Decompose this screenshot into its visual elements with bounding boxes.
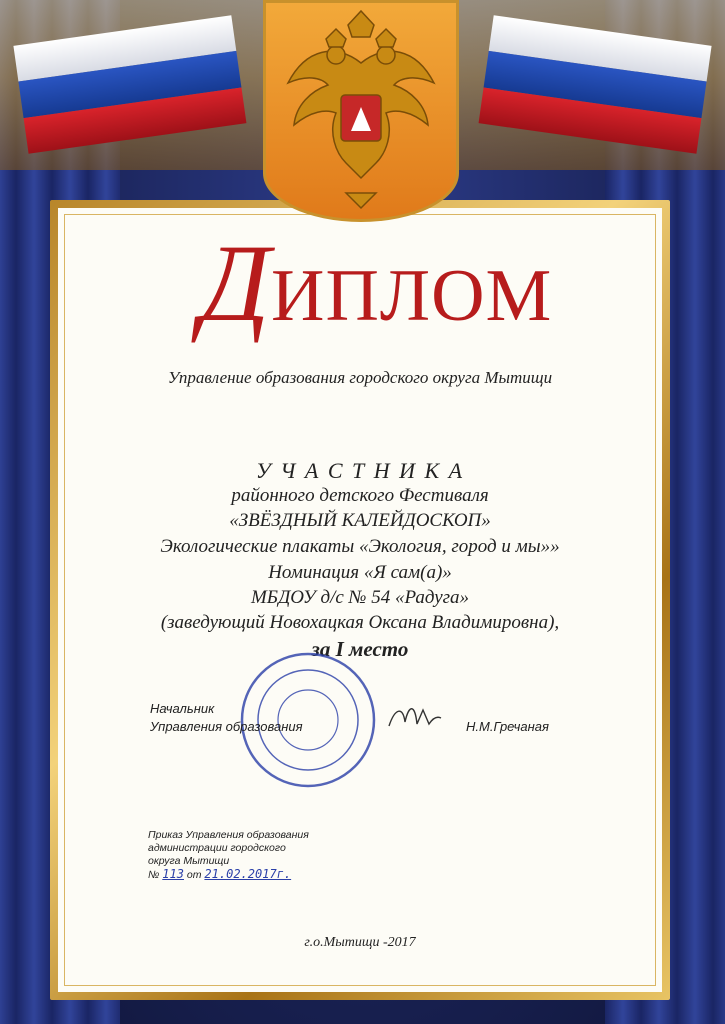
order-date-prefix: от [186, 869, 202, 881]
order-line-1: Приказ Управления образования [148, 829, 309, 841]
order-number: 113 [162, 867, 184, 881]
order-line-3: округа Мытищи [148, 855, 230, 867]
institution-line: МБДОУ д/с № 54 «Радуга» [250, 587, 470, 608]
handwritten-signature [385, 700, 445, 736]
signatory-position [150, 700, 303, 736]
issuer-text: Управление образования городского округа Мытищи [167, 368, 553, 387]
title-rest: ИПЛОМ [271, 255, 553, 337]
nomination-line: Номинация «Я сам(а)» [268, 562, 452, 583]
order-number-prefix: № [148, 869, 160, 881]
diploma-title [200, 220, 553, 344]
order-date: 21.02.2017г. [204, 867, 292, 881]
place-line: за I место [311, 637, 409, 661]
double-headed-eagle-icon [266, 3, 456, 219]
coat-of-arms-emblem [263, 0, 459, 222]
festival-line: районного детского Фестиваля [231, 485, 489, 506]
footer-place-year: г.о.Мытищи -2017 [304, 935, 416, 950]
position-line-1: Начальник [150, 701, 215, 716]
order-reference [148, 829, 309, 882]
award-category: У Ч А С Т Н И К А [255, 458, 465, 483]
festival-name: «ЗВЁЗДНЫЙ КАЛЕЙДОСКОП» [229, 510, 491, 531]
signatory-name: Н.М.Гречаная [466, 719, 549, 734]
contest-line: Экологические плакаты «Экология, город и мы»» [160, 536, 560, 557]
title-initial: Д [200, 222, 271, 344]
position-line-2: Управления образования [150, 719, 303, 734]
head-line: (заведующий Новохацкая Оксана Владимировна), [160, 612, 560, 633]
order-number-line [148, 868, 309, 882]
order-line-2: администрации городского [148, 842, 286, 854]
